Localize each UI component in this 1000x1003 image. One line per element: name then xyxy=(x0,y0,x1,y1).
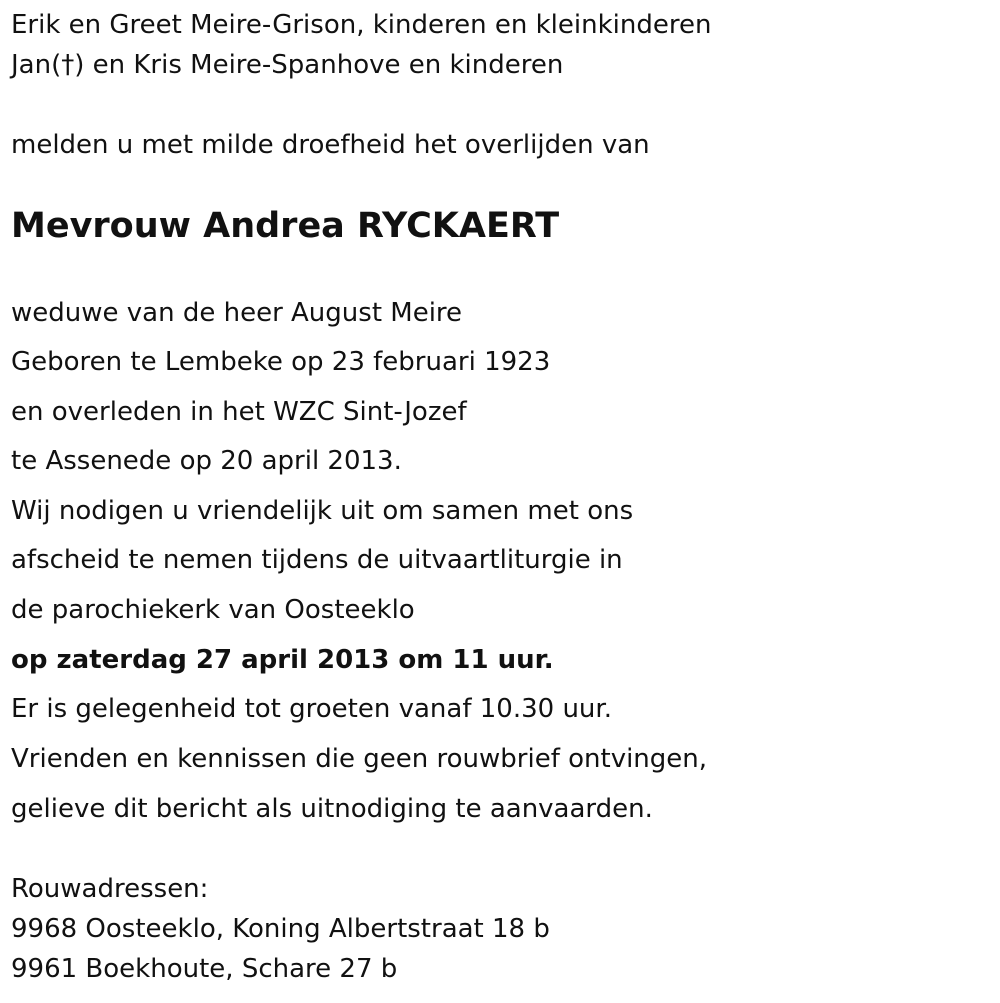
closing-line: Er is gelegenheid tot groeten vanaf 10.30 uur. xyxy=(11,694,612,724)
service-date: op zaterdag 27 april 2013 om 11 uur. xyxy=(11,645,554,675)
closing-line: Vrienden en kennissen die geen rouwbrief ontvingen, xyxy=(11,744,708,774)
detail-line: weduwe van de heer August Meire xyxy=(11,298,463,328)
detail-line: Wij nodigen u vriendelijk uit om samen met ons xyxy=(11,496,634,526)
addresses-heading: Rouwadressen: xyxy=(11,874,209,904)
detail-line: de parochiekerk van Oosteeklo xyxy=(11,595,415,625)
detail-line: te Assenede op 20 april 2013. xyxy=(11,446,402,476)
detail-line: en overleden in het WZC Sint-Jozef xyxy=(11,397,467,427)
deceased-name: Mevrouw Andrea RYCKAERT xyxy=(11,206,560,246)
address-line: 9961 Boekhoute, Schare 27 b xyxy=(11,954,398,984)
family-line-2: Jan(†) en Kris Meire-Spanhove en kinderen xyxy=(11,50,564,80)
announcement-text: melden u met milde droefheid het overlijden van xyxy=(11,130,650,160)
address-line: 9968 Oosteeklo, Koning Albertstraat 18 b xyxy=(11,914,550,944)
family-line-1: Erik en Greet Meire-Grison, kinderen en kleinkinderen xyxy=(11,10,712,40)
closing-line: gelieve dit bericht als uitnodiging te aanvaarden. xyxy=(11,794,653,824)
detail-line: afscheid te nemen tijdens de uitvaartliturgie in xyxy=(11,545,623,575)
detail-line: Geboren te Lembeke op 23 februari 1923 xyxy=(11,347,551,377)
